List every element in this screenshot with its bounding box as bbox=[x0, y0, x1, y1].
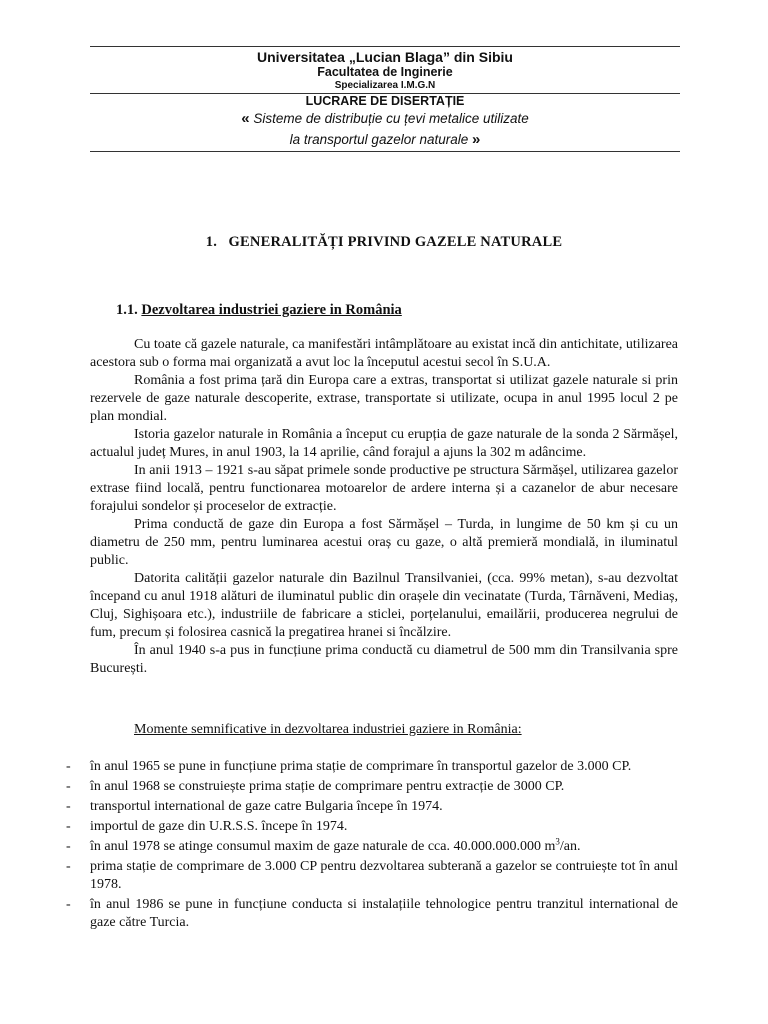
section-number: 1.1. bbox=[116, 302, 138, 318]
section-heading bbox=[116, 302, 402, 319]
list-item: - transportul international de gaze catre Bulgaria începe în 1974. bbox=[66, 798, 678, 816]
paragraph: În anul 1940 s-a pus in funcțiune prima conductă cu diametrul de 500 mm din Transilvania spre București. bbox=[90, 643, 678, 676]
thesis-title-text-2: la transportul gazelor naturale bbox=[289, 132, 469, 147]
list-item-text: în anul 1978 se atinge consumul maxim de gaze naturale de cca. 40.000.000.000 m bbox=[90, 839, 556, 854]
specialization: Specializarea I.M.G.N bbox=[334, 80, 436, 91]
list-item: - importul de gaze din U.R.S.S. începe în 1974. bbox=[66, 818, 678, 836]
thesis-type: LUCRARE DE DISERTAȚIE bbox=[305, 94, 465, 108]
header-top-rule bbox=[90, 46, 680, 47]
moments-subtitle: Momente semnificative in dezvoltarea industriei gaziere in România: bbox=[134, 722, 522, 737]
section-title: Dezvoltarea industriei gaziere in România bbox=[141, 302, 402, 318]
chapter-title: GENERALITĂȚI PRIVIND GAZELE NATURALE bbox=[228, 234, 563, 250]
list-item bbox=[66, 838, 678, 856]
list-item: - în anul 1986 se pune in funcțiune conducta si instalațiile tehnologice pentru tranzitul international de gaze către Turcia. bbox=[66, 896, 678, 932]
quote-close: » bbox=[472, 131, 481, 148]
moments-list bbox=[66, 758, 678, 934]
thesis-title-line-2 bbox=[90, 131, 680, 148]
list-item: - în anul 1965 se pune in funcțiune prima stație de comprimare în transportul gazelor de 3.000 CP. bbox=[66, 758, 678, 776]
paragraph: Cu toate că gazele naturale, ca manifestări intâmplătoare au existat incă din antichitate, utilizarea acestora sub o forma mai organizată a avut loc la începutul acestui secol în S.U.A. bbox=[90, 337, 678, 370]
header-bottom-rule bbox=[90, 151, 680, 152]
chapter-number: 1. bbox=[205, 234, 218, 250]
university-name: Universitatea „Lucian Blaga” din Sibiu bbox=[257, 49, 513, 65]
paragraph: România a fost prima țară din Europa care a extras, transportat si utilizat gazele naturale si prin rezervele de gaze naturale descoperite, extrase, transportate si utilizate, ocupa in anul 1995 locul 2 pe plan mondial. bbox=[90, 373, 678, 424]
list-item: - în anul 1968 se construiește prima stație de comprimare pentru extracție de 3000 CP. bbox=[66, 778, 678, 796]
thesis-title-text-1: Sisteme de distribuție cu țevi metalice utilizate bbox=[253, 111, 529, 126]
paragraph: Datorita calității gazelor naturale din Bazilnul Transilvaniei, (cca. 99% metan), s-au dezvoltat începand cu anul 1918 alături de iluminatul public din orașele din vecinatate (Turda, Târnăveni, Mediaș, Cluj, Sighișoara etc.), industriile de fabricare a sticlei, porțelanului, emailării, producerea negrului de fum, precum și folosirea casnică la pregatirea hranei si încălzire. bbox=[90, 571, 678, 640]
paragraph: Istoria gazelor naturale in România a început cu erupția de gaze naturale de la sonda 2 Sărmășel, actualul județ Mures, in anul 1903, la 14 aprilie, când forajul a ajuns la 302 m adâncime. bbox=[90, 427, 678, 460]
paragraph: Prima conductă de gaze din Europa a fost Sărmășel – Turda, in lungime de 50 km și cu un diametru de 250 mm, pentru luminarea acestui oraș cu gaze, o altă premieră mondială, in iluminatul public. bbox=[90, 517, 678, 568]
thesis-title-line-1 bbox=[90, 110, 680, 127]
faculty-name: Facultatea de Inginerie bbox=[317, 65, 453, 79]
list-item: - prima stație de comprimare de 3.000 CP pentru dezvoltarea subterană a gazelor se contruiește tot în anul 1978. bbox=[66, 858, 678, 894]
superscript-exponent: 3 bbox=[555, 836, 560, 847]
quote-open: « bbox=[241, 110, 250, 127]
paragraph: In anii 1913 – 1921 s-au săpat primele sonde productive pe structura Sărmășel, utilizarea gazelor extrase fiind locală, pentru functionarea motoarelor de ardere interna și a cazanelor de abur necesare forajului sondelor și proceselor de extracție. bbox=[90, 463, 678, 514]
chapter-heading bbox=[0, 234, 768, 251]
list-item-unit: /an. bbox=[559, 839, 581, 854]
body-text bbox=[90, 336, 678, 678]
